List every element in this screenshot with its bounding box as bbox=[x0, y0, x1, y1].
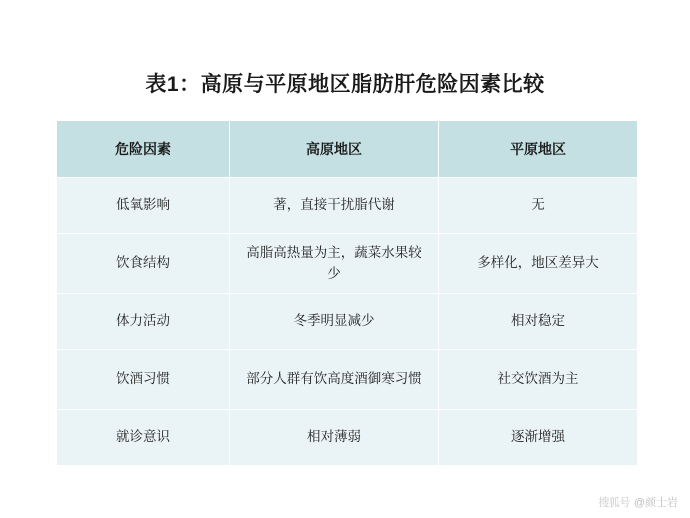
table-header-cell-plateau: 高原地区 bbox=[230, 121, 439, 178]
table-cell bbox=[57, 294, 230, 350]
table-header-cell-plain: 平原地区 bbox=[439, 121, 638, 178]
cell-text: 冬季明显减少 bbox=[293, 313, 375, 329]
table-row bbox=[57, 234, 638, 294]
cell-text: 相对薄弱 bbox=[307, 429, 361, 445]
page-title: 表1：高原与平原地区脂肪肝危险因素比较 bbox=[145, 73, 545, 96]
cell-text: 低氧影响 bbox=[116, 197, 170, 213]
table-cell bbox=[230, 350, 439, 410]
table-cell bbox=[230, 294, 439, 350]
cell-text: 就诊意识 bbox=[116, 429, 170, 445]
table-cell bbox=[57, 410, 230, 466]
cell-text: 多样化，地区差异大 bbox=[477, 255, 599, 271]
comparison-table-wrapper bbox=[56, 120, 634, 466]
table-row bbox=[57, 410, 638, 466]
cell-text: 饮酒习惯 bbox=[116, 371, 170, 387]
table-body bbox=[57, 178, 638, 466]
cell-text: 社交饮酒为主 bbox=[497, 371, 579, 387]
cell-text: 体力活动 bbox=[116, 313, 170, 329]
table-cell bbox=[439, 350, 638, 410]
table-cell bbox=[57, 178, 230, 234]
watermark-username: @颜士岩 bbox=[633, 497, 678, 509]
cell-text: 高脂高热量为主，蔬菜水果较少 bbox=[246, 244, 422, 281]
table-cell bbox=[230, 234, 439, 294]
watermark bbox=[598, 494, 678, 510]
table-header-row bbox=[57, 121, 638, 178]
cell-text: 相对稳定 bbox=[511, 313, 565, 329]
cell-text: 逐渐增强 bbox=[511, 429, 565, 445]
cell-text: 无 bbox=[531, 197, 545, 213]
table-cell bbox=[439, 178, 638, 234]
table-header-cell-risk-factor: 危险因素 bbox=[57, 121, 230, 178]
table-header bbox=[57, 121, 638, 178]
table-row bbox=[57, 178, 638, 234]
watermark-logo: 搜狐号 bbox=[598, 497, 630, 509]
table-cell bbox=[57, 350, 230, 410]
table-cell bbox=[57, 234, 230, 294]
comparison-table bbox=[56, 120, 638, 466]
cell-text: 饮食结构 bbox=[116, 255, 170, 271]
cell-text: 著，直接干扰脂代谢 bbox=[273, 197, 395, 213]
table-cell bbox=[439, 234, 638, 294]
table-cell bbox=[230, 178, 439, 234]
cell-text: 部分人群有饮高度酒御寒习惯 bbox=[246, 371, 422, 387]
table-cell bbox=[439, 294, 638, 350]
table-cell bbox=[230, 410, 439, 466]
table-row bbox=[57, 350, 638, 410]
table-cell bbox=[439, 410, 638, 466]
table-row bbox=[57, 294, 638, 350]
